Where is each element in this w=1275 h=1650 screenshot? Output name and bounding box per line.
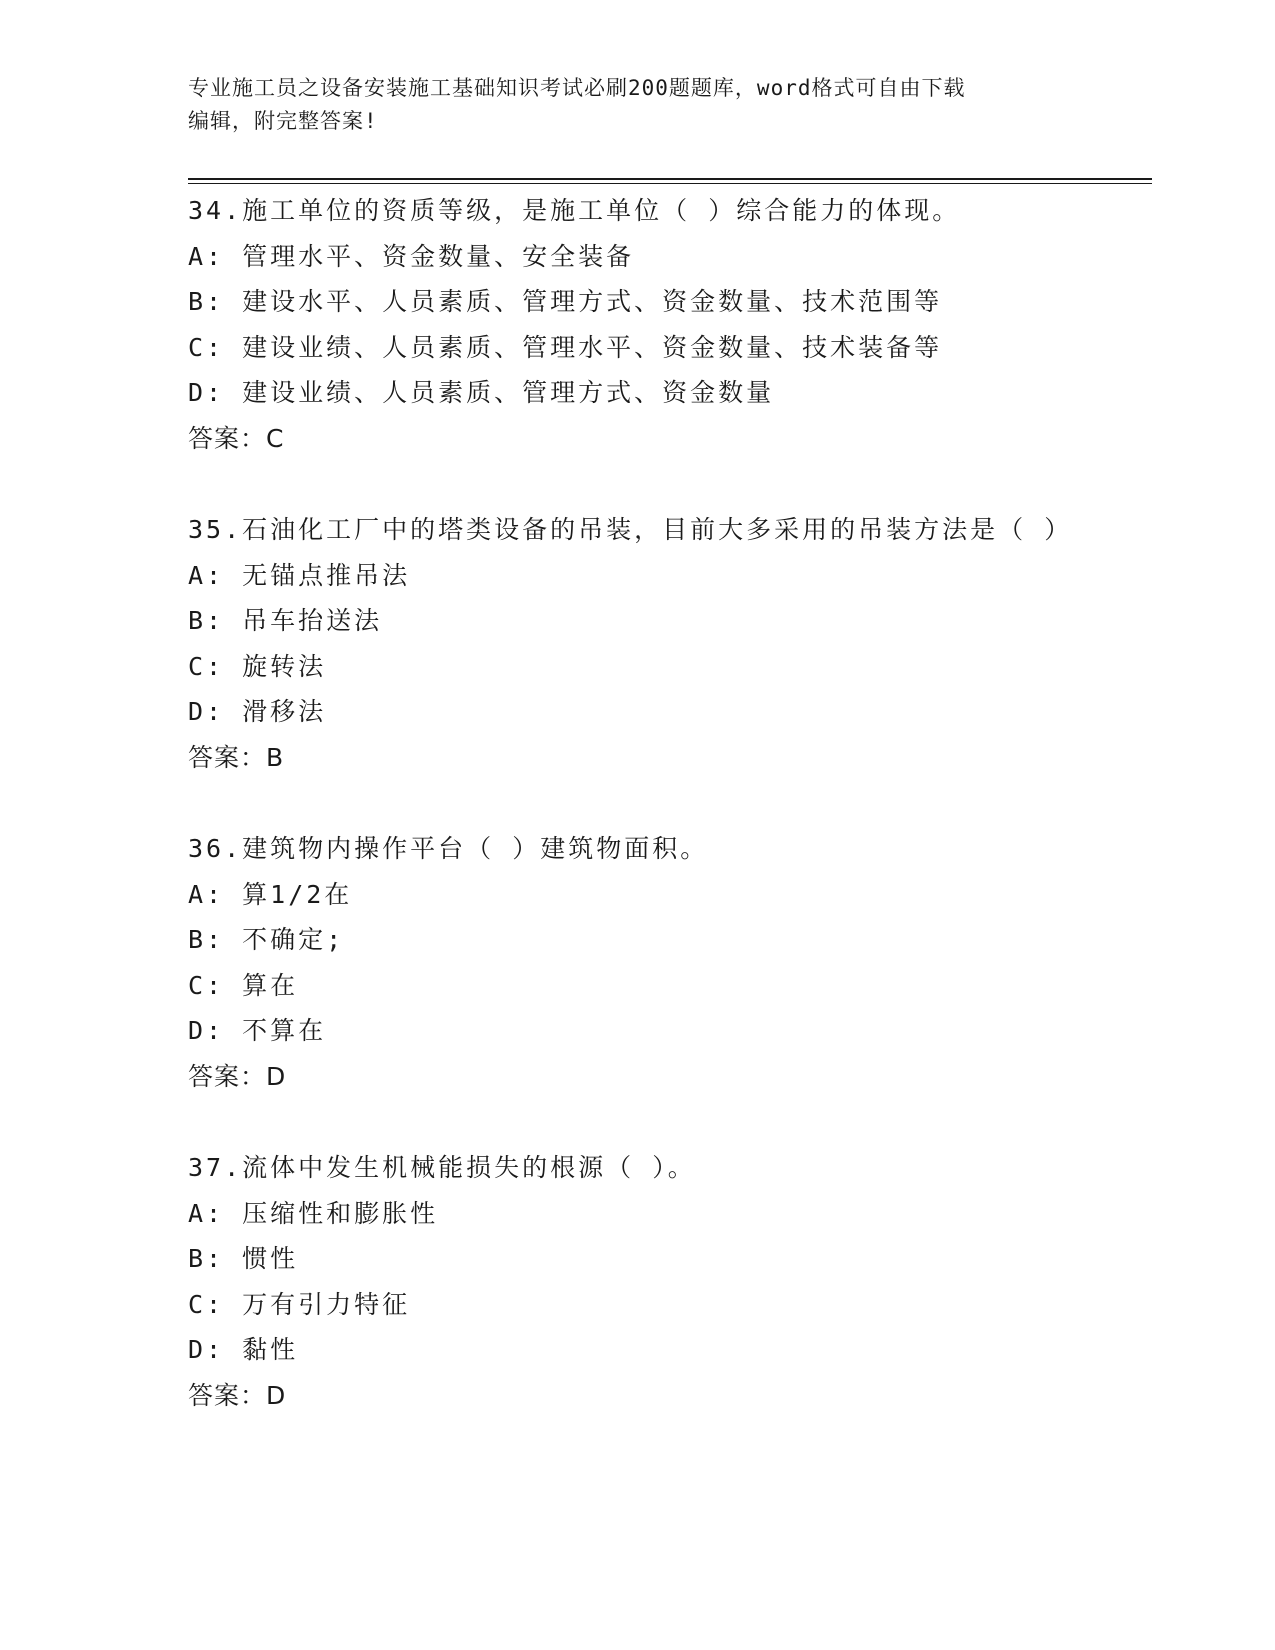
question-list [188,188,1073,1418]
option-a: A: 管理水平、资金数量、安全装备 [188,241,635,271]
option-a: A: 压缩性和膨胀性 [188,1198,439,1228]
document-header [188,72,1088,138]
option-b: B: 惯性 [188,1244,299,1273]
question-stem: 36.建筑物内操作平台（ ）建筑物面积。 [188,834,709,863]
header-title-line-1: 专业施工员之设备安装施工基础知识考试必刷200题题库，word格式可自由下载 [188,76,966,100]
option-c: C: 算在 [188,970,299,1000]
option-c: C: 万有引力特征 [188,1289,411,1319]
question-37 [188,1145,1068,1418]
option-a: A: 算1/2在 [188,879,353,909]
answer: 答案：D [188,1061,287,1091]
option-d: D: 不算在 [188,1016,327,1045]
answer: 答案：B [188,742,285,772]
question-36 [188,826,1068,1099]
question-stem: 37.流体中发生机械能损失的根源（ ）。 [188,1153,696,1182]
option-b: B: 建设水平、人员素质、管理方式、资金数量、技术范围等 [188,287,943,316]
question-stem: 35.石油化工厂中的塔类设备的吊装，目前大多采用的吊装方法是（ ） [188,515,1073,544]
option-a: A: 无锚点推吊法 [188,560,411,590]
option-d: D: 滑移法 [188,697,327,726]
option-c: C: 建设业绩、人员素质、管理水平、资金数量、技术装备等 [188,332,943,362]
option-c: C: 旋转法 [188,651,327,681]
question-34 [188,188,1068,461]
header-title-line-2: 编辑，附完整答案! [188,109,378,133]
option-b: B: 吊车抬送法 [188,606,383,635]
header-divider-thin [188,183,1152,184]
option-b: B: 不确定; [188,925,345,954]
question-stem: 34.施工单位的资质等级，是施工单位（ ）综合能力的体现。 [188,196,961,225]
answer: 答案：D [188,1380,287,1410]
option-d: D: 黏性 [188,1335,299,1364]
question-35 [188,507,1073,780]
option-d: D: 建设业绩、人员素质、管理方式、资金数量 [188,378,775,407]
answer: 答案：C [188,423,285,453]
header-divider [188,178,1152,180]
